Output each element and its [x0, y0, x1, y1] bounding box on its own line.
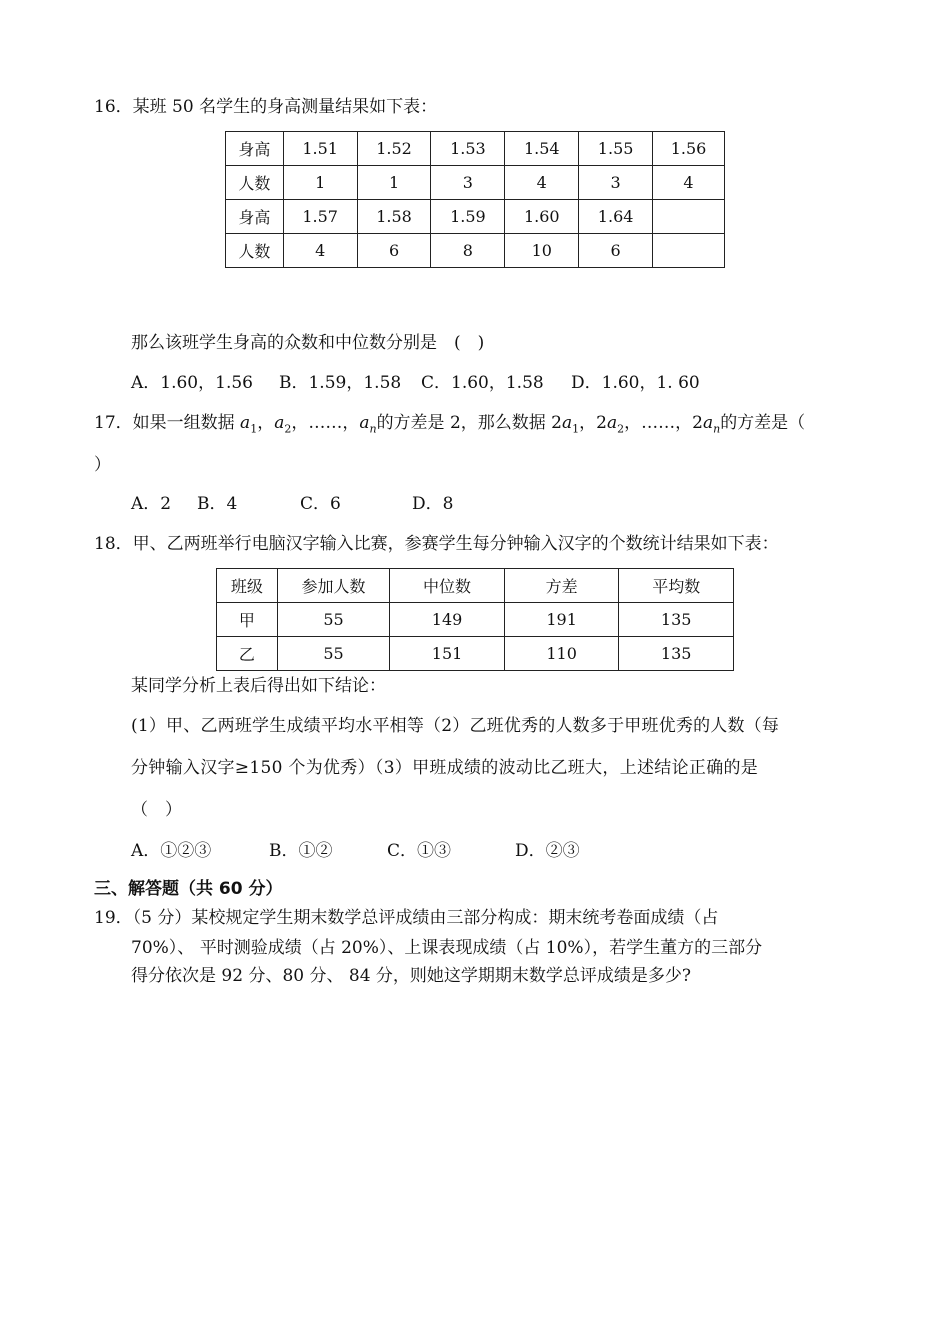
- q19-line-3: 得分依次是 92 分、80 分、 84 分，则她这学期期末数学总评成绩是多少?: [131, 966, 692, 986]
- q17-var-2a2: a: [606, 413, 618, 433]
- section-3-title: 三、解答题（共 60 分）: [94, 879, 283, 899]
- q16-cell: 1.56: [653, 132, 725, 166]
- q17-number: 17．: [94, 413, 133, 433]
- q17-sep-2: ，: [579, 413, 597, 433]
- q16-row-header: 身高: [226, 132, 284, 166]
- q17-var-a2: a: [274, 413, 285, 433]
- table-row: [217, 637, 734, 671]
- q17-option-c[interactable]: C．6: [300, 494, 341, 514]
- q16-cell: [653, 200, 725, 234]
- q17-option-b[interactable]: B．4: [197, 494, 238, 514]
- q16-cell: 6: [357, 234, 431, 268]
- q16-cell: 1.51: [283, 132, 357, 166]
- table-row: [226, 234, 725, 268]
- table-row: [226, 200, 725, 234]
- q19-line-2: 70%）、 平时测验成绩（占 20%）、上课表现成绩（占 10%），若学生董方的三部分: [131, 938, 763, 958]
- q18-header-variance: 方差: [504, 569, 619, 603]
- q16-row-header: 身高: [226, 200, 284, 234]
- q16-cell: 10: [505, 234, 579, 268]
- q16-option-b[interactable]: B．1.59，1.58: [279, 373, 402, 393]
- q17-two-2: 2: [596, 413, 607, 433]
- q16-option-d[interactable]: D．1.60，1. 60: [571, 373, 700, 393]
- q18-cell-mean: 135: [619, 637, 734, 671]
- q18-cell-class: 甲: [217, 603, 278, 637]
- table-row: [226, 166, 725, 200]
- q16-cell: 4: [283, 234, 357, 268]
- q18-conclusions-1: (1）甲、乙两班学生成绩平均水平相等（2）乙班优秀的人数多于甲班优秀的人数（每: [131, 716, 780, 736]
- q17-option-d[interactable]: D．8: [412, 494, 454, 514]
- q16-cell: 8: [431, 234, 505, 268]
- q18-cell-variance: 110: [504, 637, 619, 671]
- q17-sub-1b: 1: [572, 422, 580, 436]
- q18-cell-participants: 55: [277, 603, 390, 637]
- q18-stem: 18．甲、乙两班举行电脑汉字输入比赛，参赛学生每分钟输入汉字的个数统计结果如下表：: [94, 534, 779, 554]
- table-row: [226, 132, 725, 166]
- q18-header-participants: 参加人数: [277, 569, 390, 603]
- q17-var-2a1: a: [562, 413, 573, 433]
- q18-answer-paren: （ ）: [131, 800, 182, 820]
- q16-stem: 16．某班 50 名学生的身高测量结果如下表：: [94, 97, 438, 117]
- q17-text-2: 的方差是 2，那么数据 2: [376, 413, 563, 433]
- q17-var-2an: a: [702, 413, 714, 433]
- table-row: [217, 603, 734, 637]
- q18-analysis-intro: 某同学分析上表后得出如下结论：: [131, 676, 386, 696]
- q16-cell: 1: [283, 166, 357, 200]
- q18-cell-class: 乙: [217, 637, 278, 671]
- q18-typing-table: [216, 568, 734, 671]
- q16-options: [131, 372, 700, 394]
- q16-cell: 1.58: [357, 200, 431, 234]
- q16-cell: 4: [653, 166, 725, 200]
- q16-cell: 1.57: [283, 200, 357, 234]
- q16-row-header: 人数: [226, 166, 284, 200]
- q16-cell: 1.60: [505, 200, 579, 234]
- q16-option-a[interactable]: A．1.60，1.56: [131, 373, 253, 393]
- q16-question: 那么该班学生身高的众数和中位数分别是 ( ): [131, 333, 485, 353]
- q19-line-1: 19．（5 分）某校规定学生期末数学总评成绩由三部分构成：期末统考卷面成绩（占: [94, 908, 719, 928]
- q18-option-d[interactable]: D．②③: [515, 841, 580, 861]
- q18-option-b[interactable]: B．①②: [269, 841, 333, 861]
- q18-cell-variance: 191: [504, 603, 619, 637]
- q17-sub-nb: n: [713, 422, 721, 436]
- q16-cell: 4: [505, 166, 579, 200]
- q17-text-3: 的方差是（: [720, 413, 806, 433]
- q17-sub-2: 2: [284, 422, 292, 436]
- q18-cell-median: 151: [390, 637, 505, 671]
- q17-stem: [94, 412, 805, 434]
- q18-cell-median: 149: [390, 603, 505, 637]
- q17-sub-n: n: [369, 422, 377, 436]
- q16-cell: 1.59: [431, 200, 505, 234]
- q17-dots-1: ，……，: [291, 413, 360, 433]
- q18-header-mean: 平均数: [619, 569, 734, 603]
- q17-two-n: 2: [692, 413, 703, 433]
- q18-conclusions-2: 分钟输入汉字≥150 个为优秀）（3）甲班成绩的波动比乙班大，上述结论正确的是: [131, 758, 759, 778]
- q16-cell: 1.52: [357, 132, 431, 166]
- q17-close-paren: ）: [94, 455, 111, 475]
- q17-var-a1: a: [240, 413, 251, 433]
- q18-header-median: 中位数: [390, 569, 505, 603]
- q18-options: [131, 840, 580, 862]
- q17-option-a[interactable]: A．2: [131, 494, 172, 514]
- q16-cell: 1.55: [579, 132, 653, 166]
- q16-cell: 3: [431, 166, 505, 200]
- q18-cell-mean: 135: [619, 603, 734, 637]
- q16-cell: 1.64: [579, 200, 653, 234]
- q16-cell: [653, 234, 725, 268]
- q16-option-c[interactable]: C．1.60，1.58: [421, 373, 544, 393]
- q16-row-header: 人数: [226, 234, 284, 268]
- q18-option-a[interactable]: A．①②③: [131, 841, 212, 861]
- q17-options: [131, 493, 453, 515]
- q18-cell-participants: 55: [277, 637, 390, 671]
- q17-sep-1: ，: [257, 413, 275, 433]
- q16-height-table: [225, 131, 725, 268]
- q18-option-c[interactable]: C．①③: [387, 841, 452, 861]
- q16-cell: 6: [579, 234, 653, 268]
- q17-dots-2: ，……，: [624, 413, 693, 433]
- q16-cell: 3: [579, 166, 653, 200]
- q16-cell: 1.54: [505, 132, 579, 166]
- q17-sub-2b: 2: [617, 422, 625, 436]
- q17-var-an: a: [359, 413, 370, 433]
- q17-sub-1: 1: [250, 422, 258, 436]
- q16-cell: 1.53: [431, 132, 505, 166]
- q17-text-1: 如果一组数据: [132, 413, 241, 433]
- q16-cell: 1: [357, 166, 431, 200]
- q18-header-class: 班级: [217, 569, 278, 603]
